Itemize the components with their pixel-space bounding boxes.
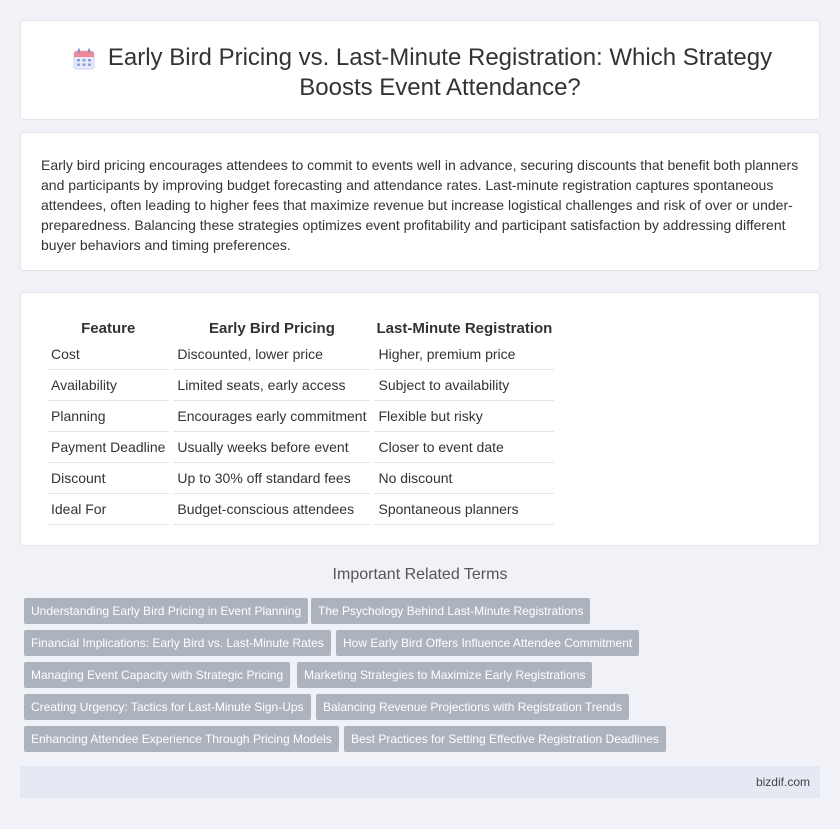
related-term-link[interactable]: Creating Urgency: Tactics for Last-Minute Sign-Ups [24,694,311,720]
table-cell: Availability [47,370,169,401]
table-cell: Discounted, lower price [173,339,370,370]
table-cell: Up to 30% off standard fees [173,463,370,494]
related-term-link[interactable]: Best Practices for Setting Effective Registration Deadlines [344,726,666,752]
related-term-link[interactable]: The Psychology Behind Last-Minute Registrations [311,598,590,624]
table-cell: Discount [47,463,169,494]
intro-paragraph: Early bird pricing encourages attendees to commit to events well in advance, securing discounts that benefit both planners and participants by improving budget forecasting and attendance rates. Last-minute registration captures spontaneous attendees, often leading to higher fees that maximize revenue but increase logistical challenges and risk of over or under-preparedness. Balancing these strategies optimizes event profitability and participant satisfaction by addressing different buyer behaviors and timing preferences. [41,157,799,253]
table-cell: Limited seats, early access [173,370,370,401]
table-cell: Spontaneous planners [374,494,554,525]
comparison-table-card [20,292,820,546]
table-row [47,494,554,525]
table-row [47,339,554,370]
header-last-minute: Last-Minute Registration [376,319,553,337]
table-header-row [47,317,554,339]
table-cell: Budget-conscious attendees [173,494,370,525]
table-cell: Higher, premium price [374,339,554,370]
comparison-table [43,317,558,525]
intro-card [20,132,820,271]
related-term-link[interactable]: Enhancing Attendee Experience Through Pricing Models [24,726,339,752]
header-feature: Feature [81,319,136,337]
header-card [20,20,820,120]
table-cell: Ideal For [47,494,169,525]
related-term-link[interactable]: Managing Event Capacity with Strategic Pricing [24,662,290,688]
footer-bar [20,766,820,798]
table-cell: Payment Deadline [47,432,169,463]
related-term-link[interactable]: Marketing Strategies to Maximize Early Registrations [297,662,592,688]
page-title: Early Bird Pricing vs. Last-Minute Registration: Which Strategy Boosts Event Attendance? [107,44,773,101]
related-term-link[interactable]: Balancing Revenue Projections with Registration Trends [316,694,629,720]
table-cell: Closer to event date [374,432,554,463]
table-row [47,370,554,401]
related-term-link[interactable]: Financial Implications: Early Bird vs. Last-Minute Rates [24,630,331,656]
header-early-bird: Early Bird Pricing [209,319,335,337]
table-cell: Encourages early commitment [173,401,370,432]
footer-site-link[interactable]: bizdif.com [755,775,810,789]
table-cell: No discount [374,463,554,494]
table-cell: Planning [47,401,169,432]
table-row [47,401,554,432]
table-cell: Cost [47,339,169,370]
table-cell: Flexible but risky [374,401,554,432]
related-term-link[interactable]: Understanding Early Bird Pricing in Event Planning [24,598,308,624]
table-cell: Usually weeks before event [173,432,370,463]
related-terms-heading: Important Related Terms [332,566,508,583]
table-cell: Subject to availability [374,370,554,401]
related-term-link[interactable]: How Early Bird Offers Influence Attendee Commitment [336,630,639,656]
table-row [47,463,554,494]
table-row [47,432,554,463]
